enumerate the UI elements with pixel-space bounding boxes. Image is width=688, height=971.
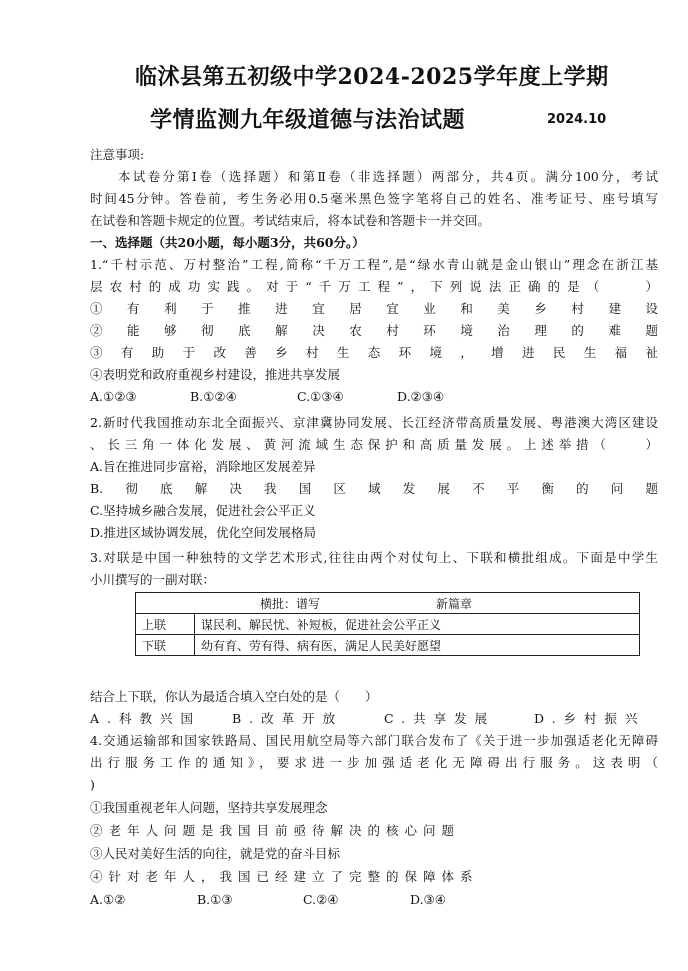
q1-item-1: ①有利于推进宜居宜业和美乡村建设 (90, 301, 658, 316)
q4-option-b[interactable]: B.①③ (197, 892, 233, 907)
exam-date: 2024.10 (547, 112, 607, 127)
q1-option-b[interactable]: B.①②④ (190, 389, 237, 404)
q4-option-d[interactable]: D.③④ (410, 892, 446, 907)
q4-item-3: ③人民对美好生活的向往，就是党的奋斗目标 (90, 846, 341, 861)
q1-item-3: ③有助于改善乡村生态环境，增进民生福祉 (90, 345, 658, 360)
q4-stem-line-1: 4.交通运输部和国家铁路局、国民用航空局等六部门联合发布了《关于进一步加强适老化无障碍 (90, 733, 658, 748)
q4-option-c[interactable]: C.②④ (303, 892, 339, 907)
couplet-header-cell (136, 593, 640, 614)
q3-option-b[interactable]: B.改革开放 (232, 711, 344, 726)
q4-item-4: ④针对老年人，我国已经建立了完整的保障体系 (90, 869, 479, 884)
q1-item-4: ④表明党和政府重视乡村建设，推进共享发展 (90, 367, 341, 382)
couplet-table (135, 592, 640, 656)
q4-item-2: ②老年人问题是我国目前亟待解决的核心问题 (90, 823, 461, 838)
q4-stem-line-3: ) (90, 777, 95, 792)
q3-option-d[interactable]: D.乡村振兴 (534, 711, 646, 726)
notice-heading: 注意事项: (90, 147, 145, 162)
q2-stem-line-1: 2.新时代我国推动东北全面振兴、京津冀协同发展、长江经济带高质量发展、粤港澳大湾区建设 (90, 415, 658, 430)
couplet-row-upper (136, 614, 640, 635)
q3-stem-line-1: 3.对联是中国一种独特的文学艺术形式,往往由两个对仗句上、下联和横批组成。下面是中学生 (90, 550, 658, 565)
couplet-text-upper: 谋民利、解民忧、补短板，促进社会公平正义 (195, 614, 640, 635)
exam-title-subject: 学情监测九年级道德与法治试题 (150, 107, 466, 133)
q4-item-1: ①我国重视老年人问题，坚持共享发展理念 (90, 800, 328, 815)
couplet-label-upper: 上联 (136, 614, 195, 635)
notice-line-3: 在试卷和答题卡规定的位置。考试结束后，将本试卷和答题卡一并交回。 (90, 213, 491, 228)
q1-options (90, 386, 658, 408)
q3-options (90, 708, 658, 730)
couplet-horizontal-scroll: 横批：谱写 (260, 597, 321, 611)
q3-option-c[interactable]: C.共享发展 (384, 711, 496, 726)
q3-stem-line-2: 小川撰写的一副对联： (90, 572, 216, 587)
q4-stem-line-2: 出行服务工作的通知》，要求进一步加强适老化无障碍出行服务。这表明（ (90, 755, 658, 770)
q1-option-c[interactable]: C.①③④ (297, 389, 344, 404)
q2-option-c[interactable]: C.坚持城乡融合发展，促进社会公平正义 (90, 503, 316, 518)
q4-option-a[interactable]: A.①② (90, 892, 126, 907)
exam-title-school: 临沭县第五初级中学2024-2025学年度上学期 (135, 64, 609, 90)
q2-stem-line-2: 、长三角一体化发展、黄河流域生态保护和高质量发展。上述举措（ ） (90, 437, 658, 452)
q1-item-2: ②能够彻底解决农村环境治理的难题 (90, 323, 658, 338)
q2-option-b[interactable]: B.彻底解决我国区域发展不平衡的问题 (90, 481, 658, 496)
notice-line-1: 本试卷分第Ⅰ卷（选择题）和第Ⅱ卷（非选择题）两部分，共4页。满分100分，考试 (118, 169, 658, 184)
couplet-header-row (136, 593, 640, 614)
section-heading: 一、选择题（共20小题，每小题3分，共60分。） (90, 235, 365, 250)
q1-option-a[interactable]: A.①②③ (90, 389, 137, 404)
couplet-horizontal-scroll-end: 新篇章 (436, 597, 473, 611)
q1-option-d[interactable]: D.②③④ (397, 389, 445, 404)
q2-option-a[interactable]: A.旨在推进同步富裕，消除地区发展差异 (90, 459, 316, 474)
q2-option-d[interactable]: D.推进区域协调发展，优化空间发展格局 (90, 525, 317, 540)
q3-question: 结合上下联，你认为最适合填入空白处的是（ ） (90, 689, 378, 704)
notice-line-2: 时间45分钟。答卷前，考生务必用0.5毫米黑色签字笔将自己的姓名、准考证号、座号填写 (90, 191, 658, 206)
q3-option-a[interactable]: A.科教兴国 (90, 711, 202, 726)
q1-stem-line-2: 层农村的成功实践。对于“千万工程”，下列说法正确的是（ ） (90, 279, 658, 294)
q4-options (90, 889, 658, 911)
couplet-text-lower: 幼有育、劳有得、病有医，满足人民美好愿望 (195, 635, 640, 656)
couplet-row-lower (136, 635, 640, 656)
q1-stem-line-1: 1.“千村示范、万村整治”工程,简称“千万工程”,是“绿水青山就是金山银山”理念在浙江基 (90, 257, 658, 272)
couplet-label-lower: 下联 (136, 635, 195, 656)
